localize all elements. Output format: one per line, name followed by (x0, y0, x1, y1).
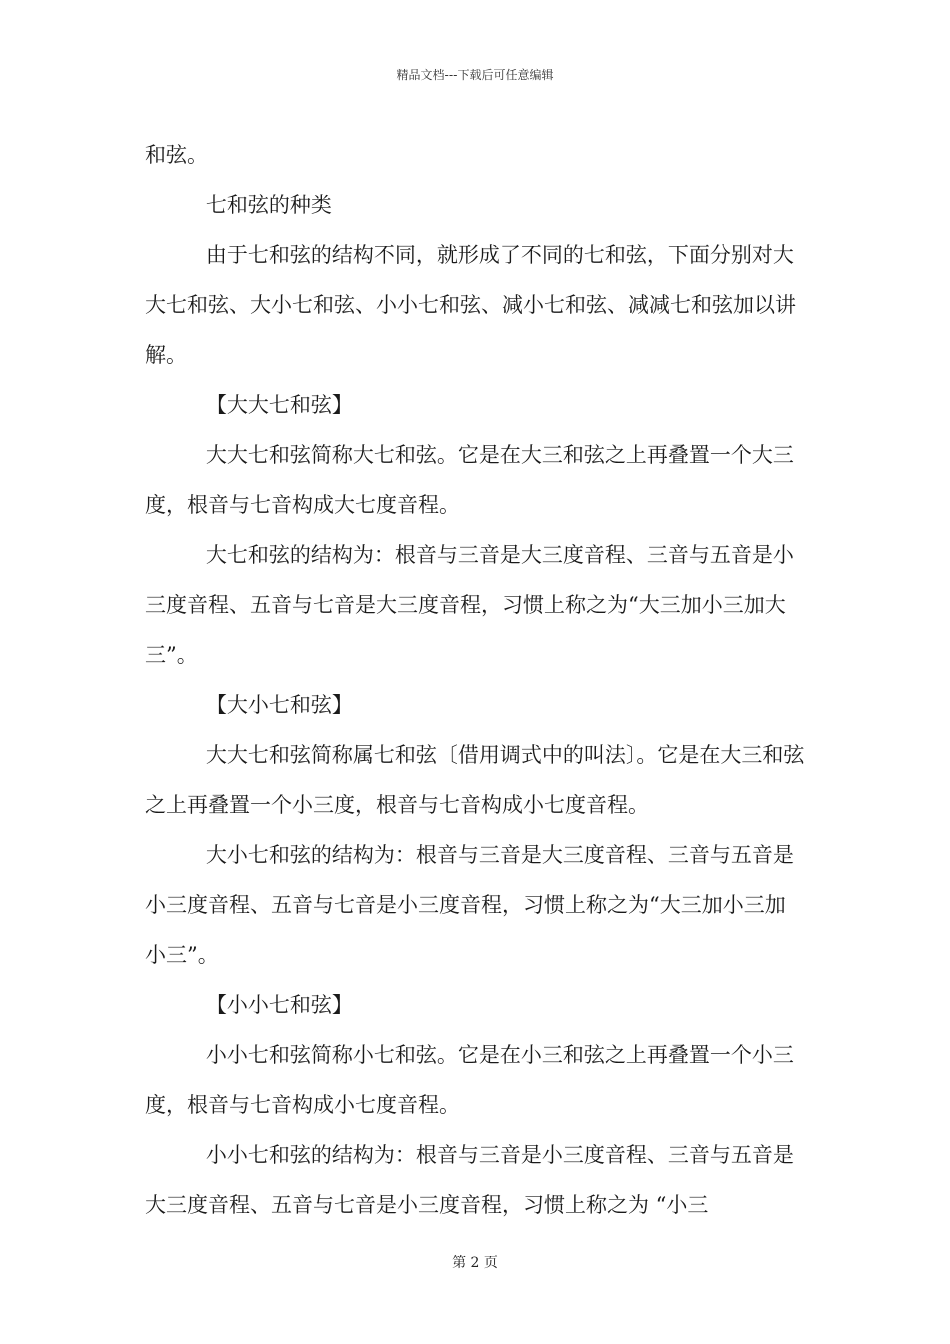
paragraph: 大大七和弦简称属七和弦〔借用调式中的叫法〕。它是在大三和弦之上再叠置一个小三度，根音与七音构成小七度音程。 (145, 743, 805, 817)
paragraph: 大七和弦的结构为：根音与三音是大三度音程、三音与五音是小三度音程、五音与七音是大三度音程，习惯上称之为“大三加小三加大三”。 (145, 543, 794, 667)
subsection-heading-minor-seventh: 【小小七和弦】 (205, 993, 353, 1017)
paragraph: 小小七和弦简称小七和弦。它是在小三和弦之上再叠置一个小三度，根音与七音构成小七度音程。 (145, 1043, 794, 1117)
paragraph: 小小七和弦的结构为：根音与三音是小三度音程、三音与五音是大三度音程、五音与七音是小三度音程，习惯上称之为 “小三 (145, 1143, 794, 1217)
paragraph: 大大七和弦简称大七和弦。它是在大三和弦之上再叠置一个大三度，根音与七音构成大七度音程。 (145, 443, 794, 517)
section-title: 七和弦的种类 (205, 193, 332, 217)
subsection-heading-major-seventh: 【大大七和弦】 (205, 393, 353, 417)
body-text (145, 130, 805, 1230)
paragraph-continuation: 和弦。 (145, 143, 208, 167)
paragraph: 大小七和弦的结构为：根音与三音是大三度音程、三音与五音是小三度音程、五音与七音是小三度音程，习惯上称之为“大三加小三加小三”。 (145, 843, 794, 967)
page-number: 第 2 页 (452, 1255, 498, 1271)
subsection-heading-dominant-seventh: 【大小七和弦】 (205, 693, 353, 717)
paragraph: 由于七和弦的结构不同，就形成了不同的七和弦，下面分别对大大七和弦、大小七和弦、小小七和弦、减小七和弦、减减七和弦加以讲解。 (145, 243, 796, 367)
page-header: 精品文档---下载后可任意编辑 (396, 68, 554, 82)
